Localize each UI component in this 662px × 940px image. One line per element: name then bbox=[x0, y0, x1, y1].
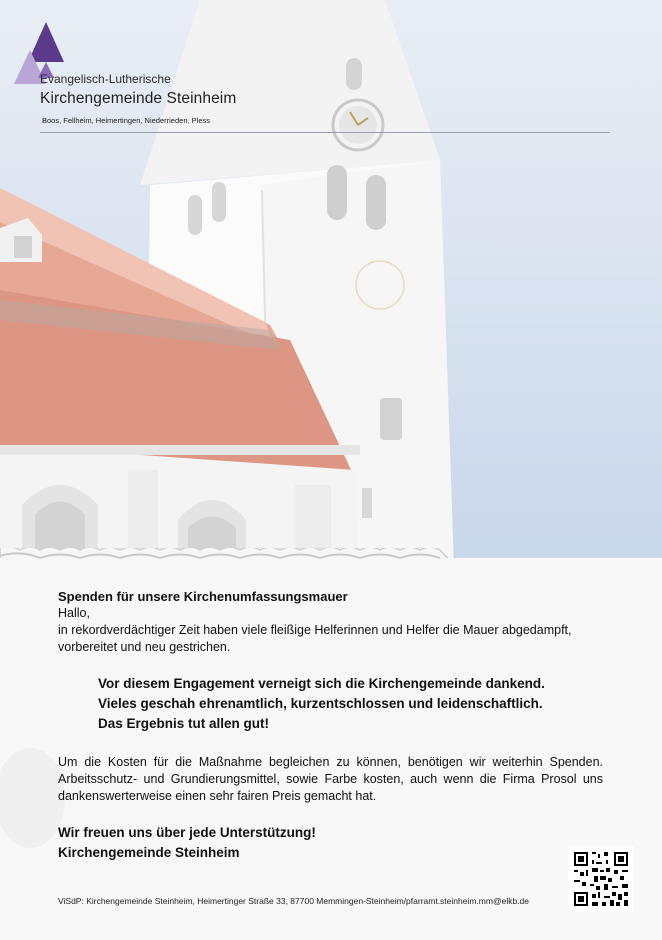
letter-body bbox=[58, 588, 603, 863]
org-places: Boos, Fellheim, Heimertingen, Niederrieden, Pless bbox=[42, 116, 210, 125]
imprint-footer: ViSdP: Kirchengemeinde Steinheim, Heimertinger Straße 33, 87700 Memmingen-Steinheim/pfarramt.steinheim.mm@elkb.de bbox=[58, 896, 529, 906]
letter-title: Spenden für unsere Kirchenumfassungsmauer bbox=[58, 589, 348, 604]
letter-greeting: Hallo, bbox=[58, 606, 90, 620]
closing-block bbox=[58, 823, 603, 863]
qr-code-icon[interactable] bbox=[568, 846, 634, 912]
closing-thanks: Wir freuen uns über jede Unterstützung! bbox=[58, 825, 316, 840]
highlight-line: Vor diesem Engagement verneigt sich die Kirchengemeinde dankend. bbox=[98, 676, 545, 691]
highlight-line: Das Ergebnis tut allen gut! bbox=[98, 716, 270, 731]
highlight-block bbox=[98, 674, 603, 734]
highlight-line: Vieles geschah ehrenamtlich, kurzentschlossen und leidenschaftlich. bbox=[98, 696, 543, 711]
org-name: Kirchengemeinde Steinheim bbox=[40, 90, 237, 107]
closing-signature: Kirchengemeinde Steinheim bbox=[58, 845, 240, 860]
org-denomination: Evangelisch-Lutherische bbox=[40, 72, 171, 86]
letter-paragraph-2: Um die Kosten für die Maßnahme begleichen zu können, benötigen wir weiterhin Spenden. Arbeitsschutz- und Grundierungsmittel, sowie Farbe kosten, auch wenn die Firma Prosol uns dankenswerterweise einen sehr fairen Preis gemacht hat. bbox=[58, 755, 603, 803]
header-divider bbox=[40, 132, 610, 133]
letter-paragraph-1: in rekordverdächtiger Zeit haben viele fleißige Helferinnen und Helfer die Mauer abgedampft, vorbereitet und neu gestrichen. bbox=[58, 623, 572, 654]
